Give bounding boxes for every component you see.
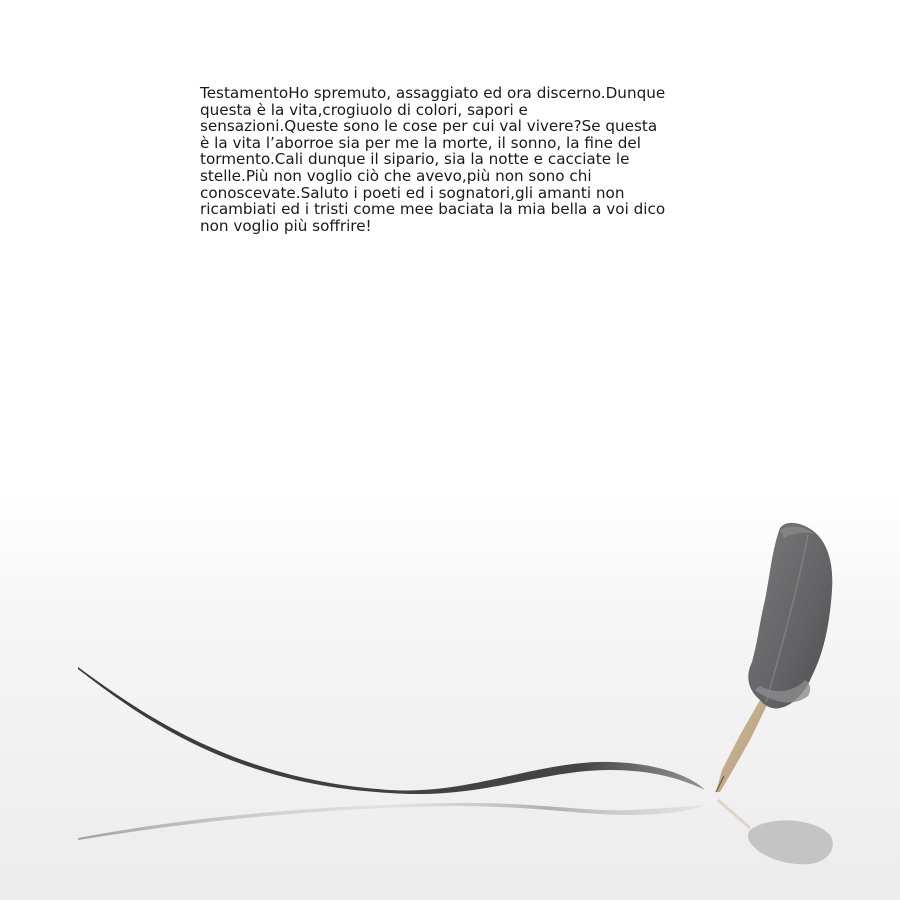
- ink-stroke: [78, 667, 705, 794]
- feather-reflection: [748, 820, 833, 864]
- poem-line: sensazioni.Queste sono le cose per cui val vivere?Se questa: [200, 117, 658, 136]
- poem-line: questa è la vita,crogiuolo di colori, sapori e: [200, 100, 528, 119]
- poem-line: ricambiati ed i tristi come mee baciata la mia bella a voi dico: [200, 200, 666, 219]
- poem-line: è la vita l’aborroe sia per me la morte, il sonno, la fine del: [200, 133, 641, 152]
- ink-reflection: [78, 803, 705, 840]
- quill-feather: [748, 523, 832, 709]
- poem-line: TestamentoHo spremuto, assaggiato ed ora discerno.Dunque: [200, 84, 666, 102]
- poem-line: non voglio più soffrire!: [200, 216, 372, 235]
- quill-nib: [716, 700, 768, 792]
- poem-line: tormento.Cali dunque il sipario, sia la notte e cacciate le: [200, 150, 630, 169]
- poem-line: conoscevate.Saluto i poeti ed i sognatori,gli amanti non: [200, 183, 625, 202]
- poem-line: stelle.Più non voglio ciò che avevo,più non sono chi: [200, 166, 592, 185]
